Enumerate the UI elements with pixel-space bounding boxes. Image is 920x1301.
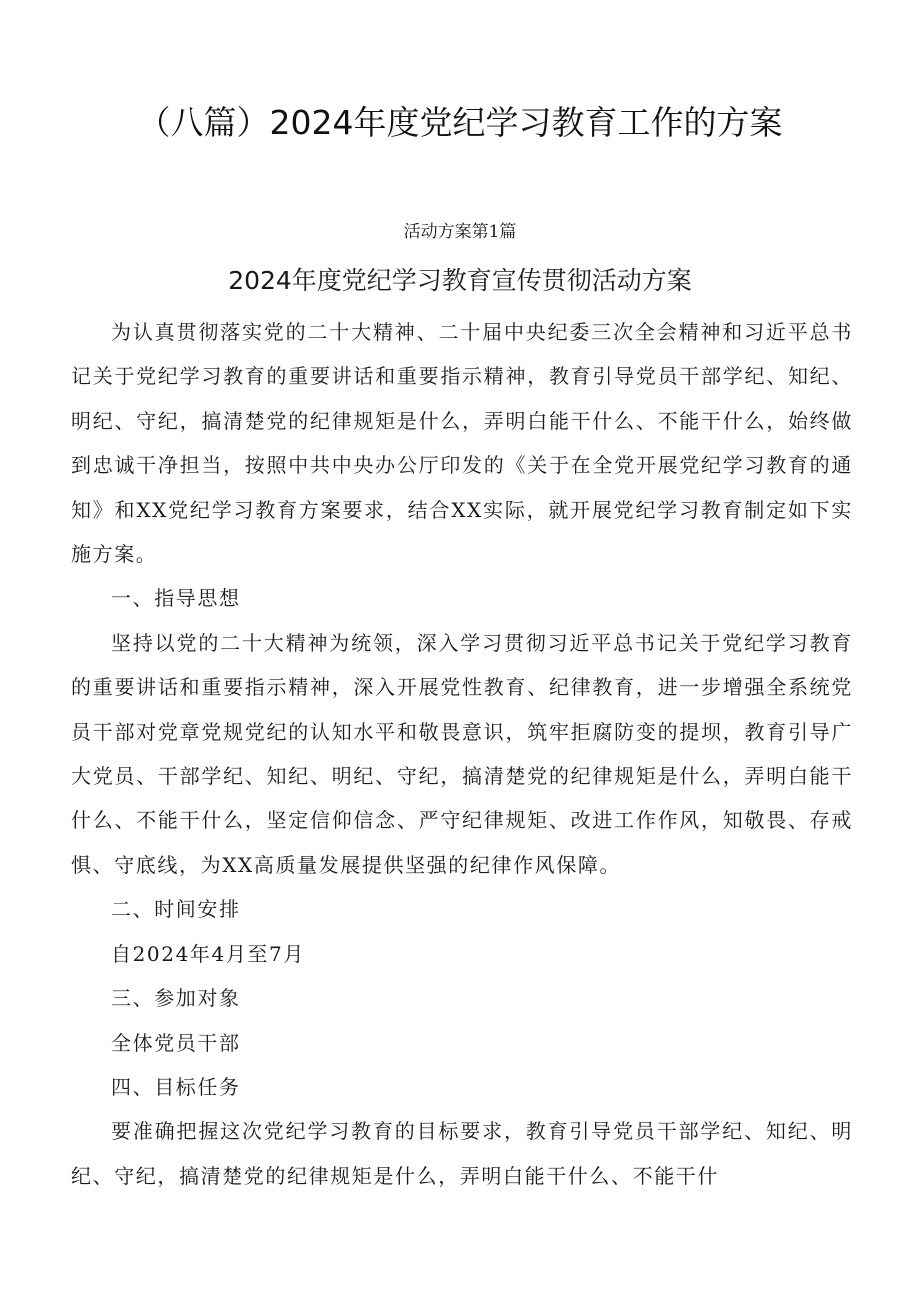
paragraph-guiding-thought: 坚持以党的二十大精神为统领，深入学习贯彻习近平总书记关于党纪学习教育的重要讲话和重要指示精神，深入开展党性教育、纪律教育，进一步增强全系统党员干部对党章党规党纪的认知水平和敬畏意识，筑牢拒腐防变的提坝，教育引导广大党员、干部学纪、知纪、明纪、守纪，搞清楚党的纪律规矩是什么，弄明白能干什么、不能干什么，坚定信仰信念、严守纪律规矩、改进工作作风，知敬畏、存戒惧、守底线，为XX高质量发展提供坚强的纪律作风保障。	[71, 630, 853, 877]
paragraph-participants: 全体党员干部	[111, 1030, 241, 1055]
sub-title: 2024年度党纪学习教育宣传贯彻活动方案	[228, 266, 692, 295]
heading-schedule: 二、时间安排	[111, 897, 241, 922]
paragraph-schedule: 自2024年4月至7月	[111, 941, 305, 966]
paragraph-goals: 要准确把握这次党纪学习教育的目标要求，教育引导党员干部学纪、知纪、明纪、守纪，搞清楚党的纪律规矩是什么，弄明白能干什么、不能干什	[71, 1119, 853, 1188]
document-body	[71, 310, 853, 1198]
heading-participants: 三、参加对象	[111, 986, 241, 1011]
document-title: （八篇）2024年度党纪学习教育工作的方案	[137, 103, 783, 142]
heading-goals: 四、目标任务	[111, 1074, 241, 1099]
heading-guiding-thought: 一、指导思想	[111, 586, 241, 611]
section-label: 活动方案第1篇	[403, 222, 517, 242]
paragraph-intro: 为认真贯彻落实党的二十大精神、二十届中央纪委三次全会精神和习近平总书记关于党纪学习教育的重要讲话和重要指示精神，教育引导党员干部学纪、知纪、明纪、守纪，搞清楚党的纪律规矩是什么，弄明白能干什么、不能干什么，始终做到忠诚干净担当，按照中共中央办公厅印发的《关于在全党开展党纪学习教育的通知》和XX党纪学习教育方案要求，结合XX实际，就开展党纪学习教育制定如下实施方案。	[71, 320, 853, 567]
